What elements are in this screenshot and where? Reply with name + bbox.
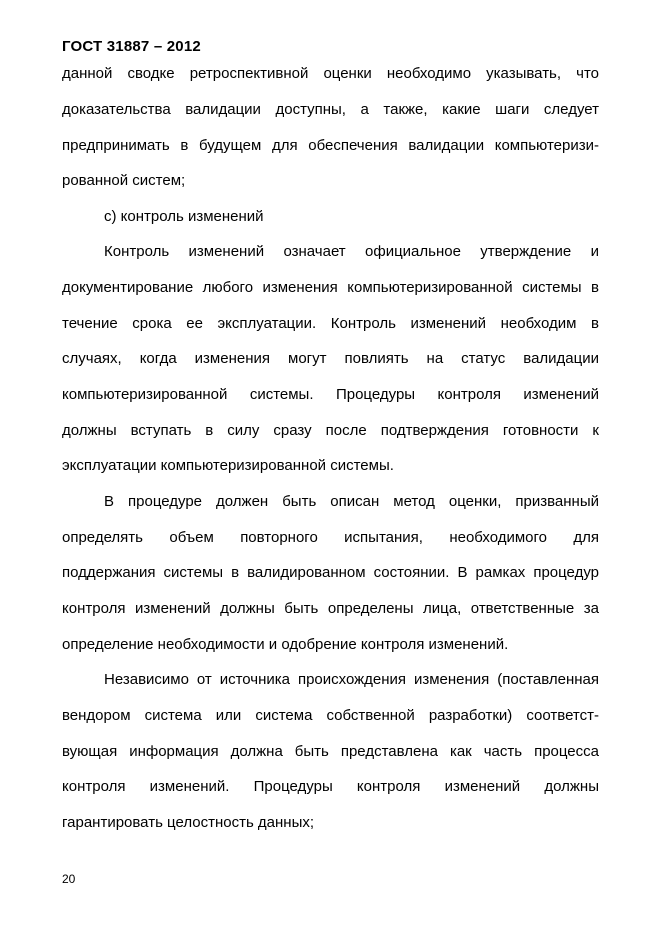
page-number: 20: [62, 872, 76, 886]
text-line: доказательства валидации доступны, а также, какие шаги следует: [62, 101, 599, 118]
text-line: контроля изменений. Процедуры контроля изменений должны: [62, 778, 599, 795]
text-line: определять объем повторного испытания, необходимого для: [62, 529, 599, 546]
text-line: должны вступать в силу сразу после подтверждения готовности к: [62, 422, 599, 439]
text-line: определение необходимости и одобрение контроля изменений.: [62, 636, 509, 653]
text-line: компьютеризированной системы. Процедуры контроля изменений: [62, 386, 599, 403]
text-line: рованной систем;: [62, 172, 186, 189]
text-line: случаях, когда изменения могут повлиять на статус валидации: [62, 350, 599, 367]
text-line: вующая информация должна быть представлена как часть процесса: [62, 743, 599, 760]
text-line: поддержания системы в валидированном состоянии. В рамках процедур: [62, 564, 599, 581]
text-line: гарантировать целостность данных;: [62, 814, 315, 831]
text-line: предпринимать в будущем для обеспечения валидации компьютеризи-: [62, 137, 599, 154]
text-line: эксплуатации компьютеризированной системы.: [62, 457, 394, 474]
paragraph-first-line: В процедуре должен быть описан метод оценки, призванный: [104, 493, 599, 510]
text-line: данной сводке ретроспективной оценки необходимо указывать, что: [62, 65, 599, 82]
text-line: вендором система или система собственной разработки) соответст-: [62, 707, 599, 724]
paragraph-first-line: Независимо от источника происхождения изменения (поставленная: [104, 671, 599, 688]
list-item-heading: с) контроль изменений: [104, 208, 264, 225]
text-line: документирование любого изменения компьютеризированной системы в: [62, 279, 599, 296]
paragraph-first-line: Контроль изменений означает официальное утверждение и: [104, 243, 599, 260]
document-header: ГОСТ 31887 – 2012: [62, 38, 201, 55]
text-line: контроля изменений должны быть определены лица, ответственные за: [62, 600, 599, 617]
text-line: течение срока ее эксплуатации. Контроль изменений необходим в: [62, 315, 599, 332]
